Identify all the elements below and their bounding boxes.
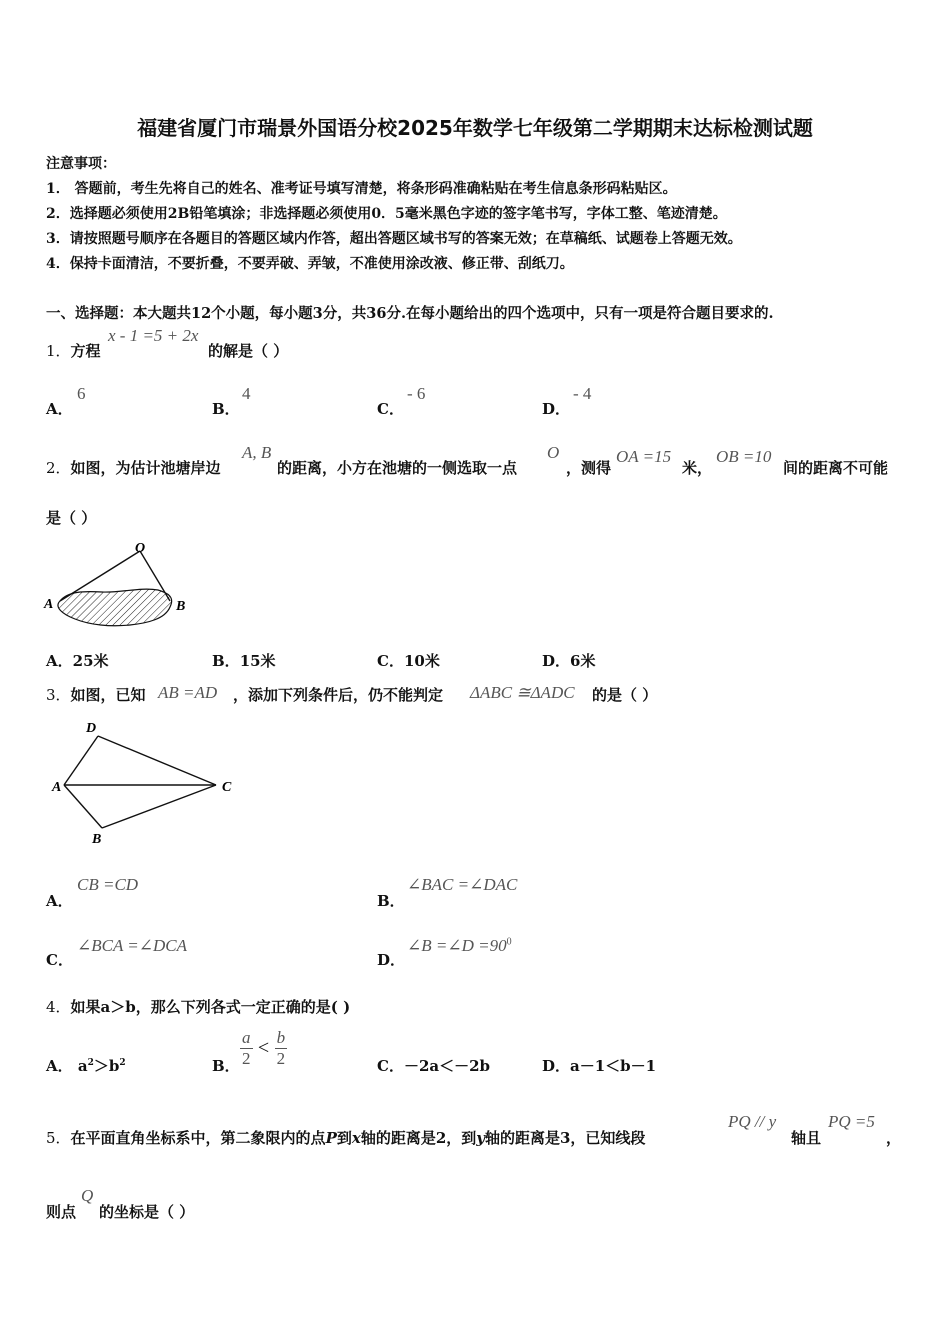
label-b: B [176,599,186,614]
var-x: x [351,1129,361,1147]
option-d [542,650,595,671]
question-text: 轴且 [791,1129,822,1147]
question-text: 到 [336,1129,352,1147]
option-c-value: ∠BCA =∠DCA [77,936,188,955]
option-a [46,650,109,671]
page-title: 福建省厦门市瑞景外国语分校2025年数学七年级第二学期期末达标检测试题 [137,116,813,140]
option-c-value: - 6 [407,384,426,403]
question-text: 的是（ ） [592,686,658,704]
option-a [46,1055,126,1076]
math-eq: AB =AD [158,683,218,702]
option-value: －2a＜－2b [403,1057,491,1075]
label-c: C [222,780,232,795]
option-label: C． [377,652,404,670]
section-heading: 一、选择题：本大题共12个小题，每小题3分，共36分.在每小题给出的四个选项中，只有一项是符合题目要求的. [46,305,774,322]
option-d-value: - 4 [573,384,592,403]
question-1 [46,340,101,361]
question-text: 如图，已知 [70,686,146,704]
option-value: 10米 [403,652,440,670]
question-text: 如图，为估计池塘岸边 [70,459,221,477]
line-dc [98,736,216,785]
question-text: ， [886,1129,902,1147]
math-pq-length: PQ =5 [828,1112,875,1131]
option-b-label: B． [212,1057,240,1075]
pond-figure [40,535,200,635]
question-number: 1． [46,342,71,360]
label-o: O [135,541,146,556]
less-than: < [257,1037,270,1059]
label-d: D [86,721,97,736]
question-text: 在平面直角坐标系中，第二象限内的点 [70,1129,326,1147]
option-d-text: ∠B =∠D =90 [407,936,507,955]
question-text: 如果a＞b，那么下列各式一定正确的是( ) [70,998,351,1016]
question-number: 3． [46,686,71,704]
fraction-denominator: 2 [242,1049,251,1068]
option-b-value: 4 [242,384,251,403]
option-a-value: CB =CD [77,875,139,894]
fraction-a-over-2 [240,1028,253,1069]
fraction-denominator: 2 [276,1049,286,1068]
question-text: 的距离，小方在池塘的一侧选取一点 [277,459,518,477]
question-text: 方程 [70,342,101,360]
fraction-numerator: b [276,1028,286,1047]
var-q: Q [81,1186,94,1205]
option-d-label: D． [377,951,406,969]
line-ab [64,785,102,828]
math-o: O [547,443,560,462]
option-label: A． [46,652,73,670]
option-value: 6米 [570,652,596,670]
question-text: 是（ ） [46,509,97,527]
question-4 [46,996,350,1017]
math-pq-parallel: PQ // y [728,1112,777,1131]
question-number: 2． [46,459,71,477]
question-text: 轴的距离是3，已知线段 [484,1129,646,1147]
line-bc [102,785,216,828]
question-text: ，测得 [566,459,612,477]
pond-shape [58,589,172,626]
sup-2: 2 [87,1058,94,1068]
option-c-label: C． [377,400,404,418]
label-b: B [92,832,102,847]
var-a: a [77,1057,88,1075]
option-value: 25米 [72,652,109,670]
question-text: 间的距离不可能 [783,459,889,477]
math-ab: A, B [242,443,272,462]
line-da [64,736,98,785]
sup-2: 2 [119,1058,126,1068]
question-text: 的解是（ ） [208,342,289,360]
question-3 [46,684,146,705]
notice-item: 4．保持卡面清洁，不要折叠，不要弄破、弄皱，不准使用涂改液、修正带、刮纸刀。 [46,256,574,272]
var-y: y [476,1129,485,1147]
option-value: 15米 [239,652,276,670]
fraction-numerator: a [242,1028,251,1047]
question-5 [46,1127,645,1148]
fraction-b-over-2 [275,1028,288,1069]
option-b-label: B． [212,400,240,418]
option-label: C． [377,1057,404,1075]
question-text: 则点 [46,1203,77,1221]
degree-sup: 0 [506,936,512,948]
option-value: a－1＜b－1 [570,1057,657,1075]
option-a-value: 6 [77,384,86,403]
option-b [212,650,276,671]
math-oa: OA =15 [616,447,672,466]
question-number: 4． [46,998,71,1016]
option-label: D． [542,1057,571,1075]
option-value [78,1057,126,1075]
option-b-value [240,1028,287,1069]
var-p: P [325,1129,337,1147]
label-a: A [52,780,62,795]
label-a: A [44,597,54,612]
question-text: 米， [682,459,713,477]
option-label: A． [46,1057,73,1075]
notice-item: 1． 答题前，考生先将自己的姓名、准考证号填写清楚，将条形码准确粘贴在考生信息条形码粘贴区。 [46,181,677,197]
math-ob: OB =10 [716,447,772,466]
notice-heading: 注意事项： [46,156,116,172]
option-d [542,1055,656,1076]
question-text: 轴的距离是2，到 [360,1129,477,1147]
triangle-figure [46,712,246,852]
option-b-value: ∠BAC =∠DAC [407,875,518,894]
question-text: 的坐标是（ ） [99,1203,195,1221]
option-c [377,1055,490,1076]
option-d-label: D． [542,400,571,418]
notice-item: 3．请按照题号顺序在各题目的答题区域内作答，超出答题区域书写的答案无效；在草稿纸、试题卷上答题无效。 [46,231,742,247]
gt-b: ＞b [93,1057,120,1075]
option-a-label: A． [46,400,73,418]
option-a-label: A． [46,892,73,910]
option-c [377,650,440,671]
option-d-value [407,936,512,956]
math-eq: ΔABC ≅ΔADC [470,683,575,702]
question-number: 5． [46,1129,71,1147]
option-label: D． [542,652,571,670]
question-2 [46,457,221,478]
option-label: B． [212,652,240,670]
equation: x - 1 =5 + 2x [108,326,199,345]
notice-item: 2．选择题必须使用2B铅笔填涂；非选择题必须使用0．5毫米黑色字迹的签字笔书写，字体工整、笔迹清楚。 [46,206,727,222]
question-text: ，添加下列条件后，仍不能判定 [233,686,444,704]
option-b-label: B． [377,892,405,910]
option-c-label: C． [46,951,73,969]
